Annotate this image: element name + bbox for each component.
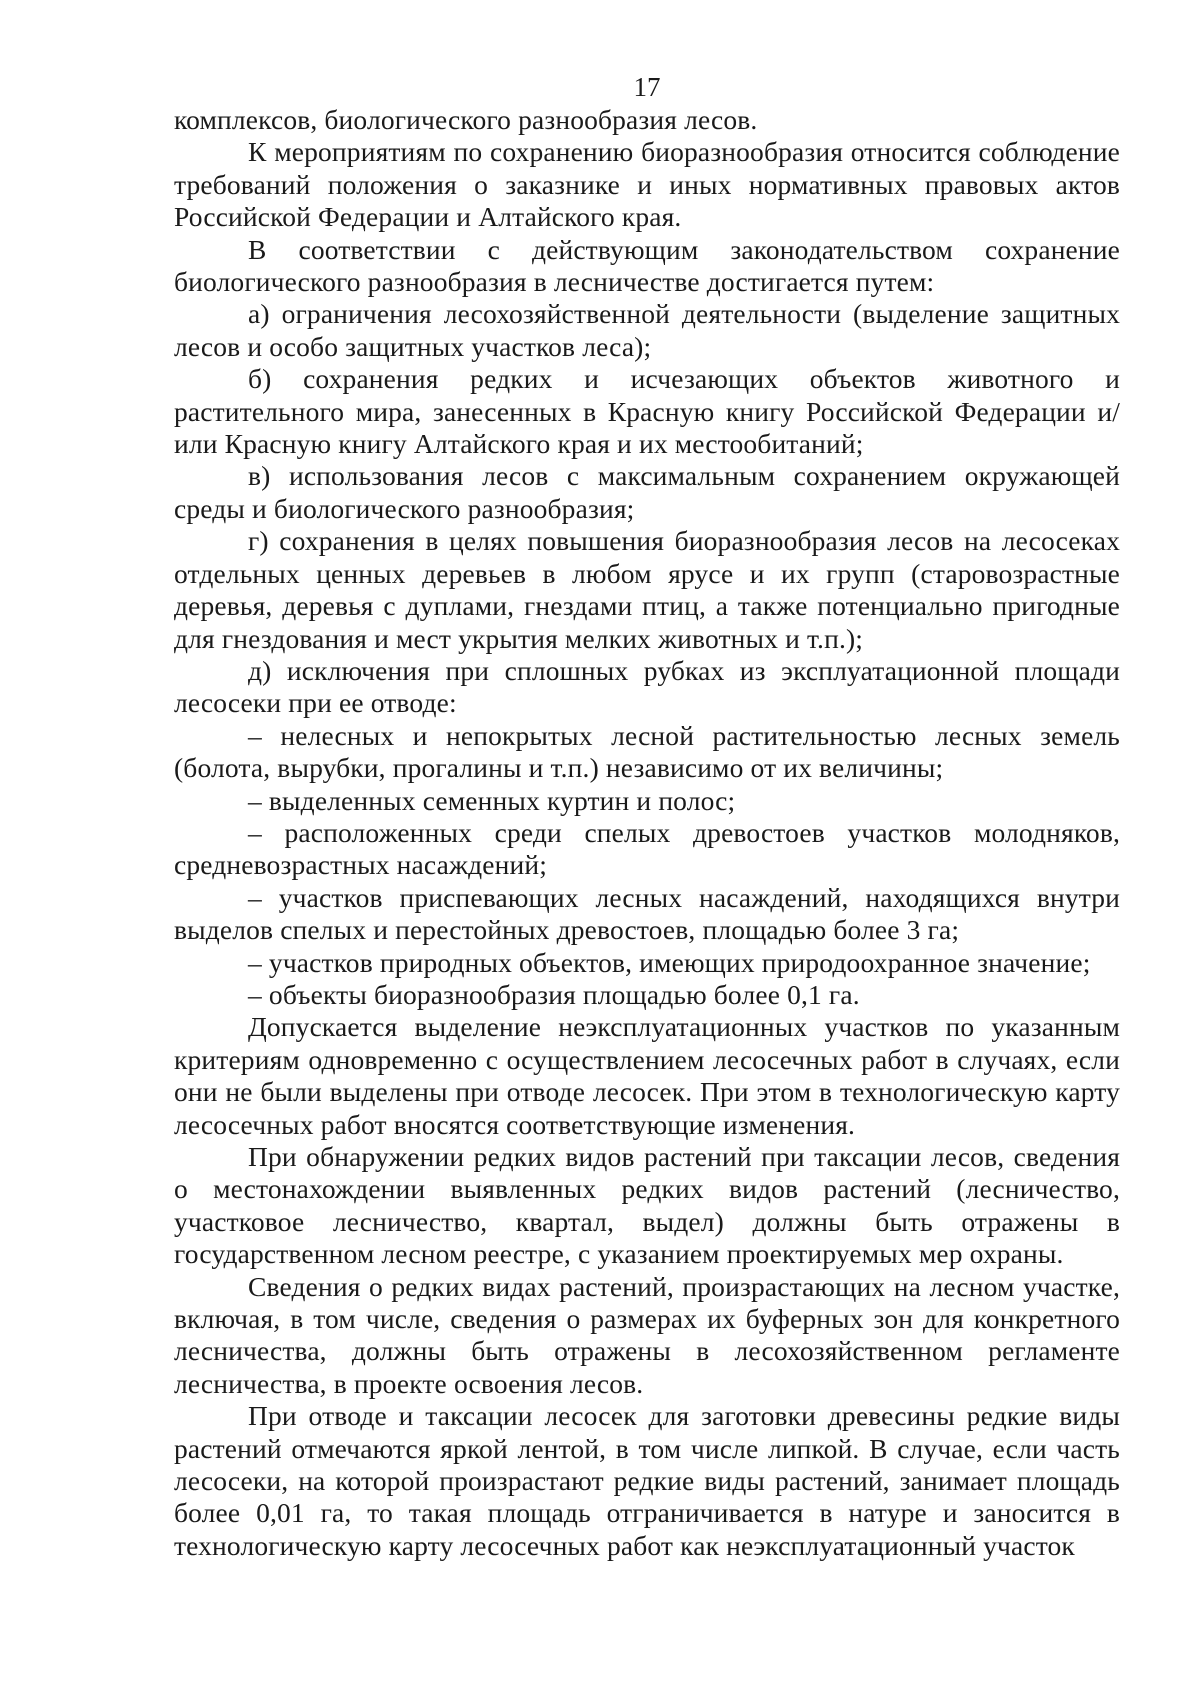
dash-item-maturing-stands: – участков приспевающих лесных насаждений, находящихся внутри выделов спелых и перестойных древостоев, площадью более 3 га; <box>174 881 1120 946</box>
dash-item-nonforest-lands: – нелесных и непокрытых лесной растительностью лесных земель (болота, вырубки, прогалины и т.п.) независимо от их величины; <box>174 719 1120 784</box>
paragraph-rare-plants-info: Сведения о редких видах растений, произрастающих на лесном участке, включая, в том числе, сведения о размерах их буферных зон для конкретного лесничества, должны быть отражены в лесохозяйственном регламенте лесничества, в проекте освоения лесов. <box>174 1270 1120 1399</box>
paragraph-legislation: В соответствии с действующим законодательством сохранение биологического разнообразия в лесничестве достигается путем: <box>174 233 1120 298</box>
dash-item-seed-groups: – выделенных семенных куртин и полос; <box>248 784 736 816</box>
paragraph-rare-plants-detection: При обнаружении редких видов растений при таксации лесов, сведения о местонахождении выявленных редких видов растений (лесничество, участковое лесничество, квартал, выдел) должны быть отражены в государственном лесном реестре, с указанием проектируемых мер охраны. <box>174 1141 1120 1270</box>
dash-item-young-stands: – расположенных среди спелых древостоев участков молодняков, средневозрастных насаждений; <box>174 816 1120 881</box>
document-page <box>174 70 1120 1562</box>
list-item-g: г) сохранения в целях повышения биоразнообразия лесов на лесосеках отдельных ценных деревьев в любом ярусе и их групп (старовозрастные деревья, деревья с дуплами, гнездами птиц, а также потенциально пригодные для гнездования и мест укрытия мелких животных и т.п.); <box>174 525 1120 654</box>
list-item-d: д) исключения при сплошных рубках из эксплуатационной площади лесосеки при ее отводе: <box>174 654 1120 719</box>
paragraph-allowed-allocation: Допускается выделение неэксплуатационных участков по указанным критериям одновременно с осуществлением лесосечных работ в случаях, если они не были выделены при отводе лесосек. При этом в технологическую карту лесосечных работ вносятся соответствующие изменения. <box>174 1011 1120 1140</box>
paragraph-rare-plants-marking: При отводе и таксации лесосек для заготовки древесины редкие виды растений отмечаются яркой лентой, в том числе липкой. В случае, если часть лесосеки, на которой произрастают редкие виды растений, занимает площадь более 0,01 га, то такая площадь отграничивается в натуре и заносится в технологическую карту лесосечных работ как неэксплуатационный участок <box>174 1400 1120 1561</box>
paragraph-continuation: комплексов, биологического разнообразия лесов. <box>174 104 758 135</box>
dash-item-biodiversity-objects: – объекты биоразнообразия площадью более 0,1 га. <box>248 978 860 1010</box>
dash-item-natural-objects: – участков природных объектов, имеющих природоохранное значение; <box>248 946 1091 978</box>
list-item-a: а) ограничения лесохозяйственной деятельности (выделение защитных лесов и особо защитных участков леса); <box>174 298 1120 362</box>
list-item-b: б) сохранения редких и исчезающих объектов животного и растительного мира, занесенных в Красную книгу Российской Федерации и/или Красную книгу Алтайского края и их местообитаний; <box>174 363 1120 460</box>
list-item-v: в) использования лесов с максимальным сохранением окружающей среды и биологического разнообразия; <box>174 460 1120 524</box>
paragraph-biodiversity-measures: К мероприятиям по сохранению биоразнообразия относится соблюдение требований положения о заказнике и иных нормативных правовых актов Российской Федерации и Алтайского края. <box>174 136 1120 233</box>
page-number: 17 <box>633 72 661 102</box>
